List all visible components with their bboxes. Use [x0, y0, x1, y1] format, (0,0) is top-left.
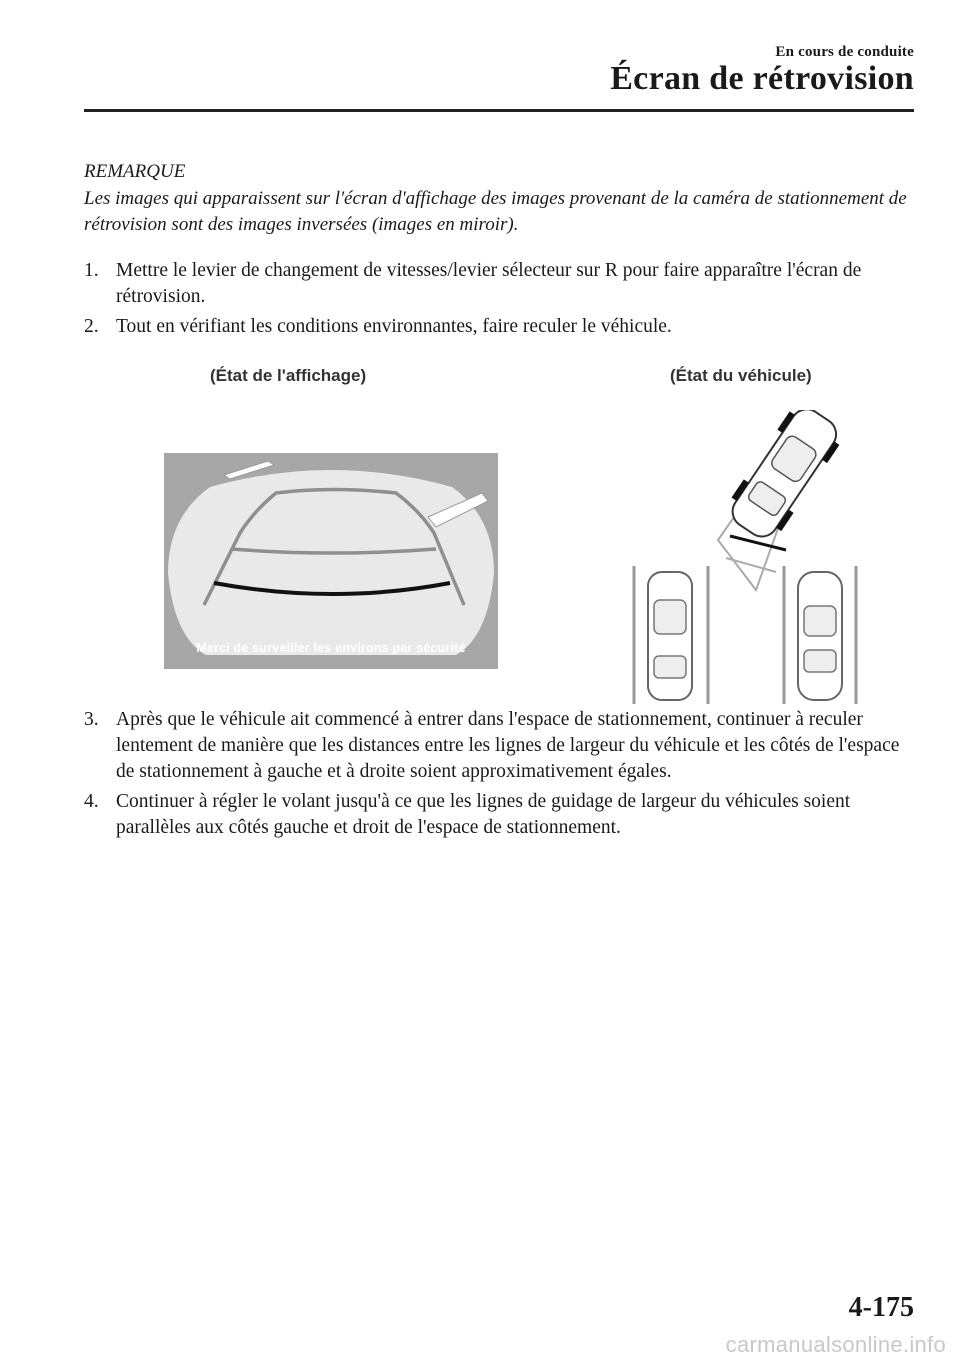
header-divider	[84, 109, 914, 112]
camera-view-graphic	[164, 453, 498, 669]
step-text: Après que le véhicule ait commencé à entrer dans l'espace de stationnement, continuer à reculer lentement de manière que les distances entre les lignes de largeur du véhicule et les côtés de l'espace de stationnement à gauche et à droite soient approximativement égales.	[116, 709, 900, 782]
list-item	[84, 314, 914, 340]
watermark-link[interactable]: carmanualsonline.info	[725, 1332, 946, 1357]
parked-car-right	[798, 572, 842, 700]
camera-screen-message: Merci de surveiller les environs par sécurité	[196, 641, 466, 655]
vehicle-state-label: (État du véhicule)	[670, 366, 812, 385]
list-item	[84, 789, 914, 841]
step-number: 1.	[84, 260, 99, 281]
display-state-label: (État de l'affichage)	[210, 366, 367, 385]
page-number: 4-175	[848, 1292, 914, 1323]
steps-list-second	[84, 707, 914, 845]
list-item	[84, 707, 914, 785]
parking-maneuver-graphic	[626, 410, 876, 710]
note-title: REMARQUE	[84, 161, 186, 182]
step-number: 4.	[84, 791, 99, 812]
note-text: Les images qui apparaissent sur l'écran d'affichage des images provenant de la caméra de stationnement de rétrovision sont des images inversées (images en miroir).	[84, 188, 907, 235]
step-text: Tout en vérifiant les conditions environnantes, faire reculer le véhicule.	[116, 316, 672, 337]
step-text: Continuer à régler le volant jusqu'à ce que les lignes de guidage de largeur du véhicules soient parallèles aux côtés gauche et droit de l'espace de stationnement.	[116, 791, 851, 838]
list-item	[84, 258, 914, 310]
rear-camera-screen	[164, 453, 498, 669]
step-text: Mettre le levier de changement de vitesses/levier sélecteur sur R pour faire apparaître l'écran de rétrovision.	[116, 260, 862, 307]
reversing-car	[721, 410, 847, 546]
step-number: 2.	[84, 316, 99, 337]
chapter-heading: En cours de conduite	[775, 44, 914, 60]
vehicle-state-diagram	[626, 410, 876, 710]
steps-list-first	[84, 258, 914, 344]
parked-car-left	[648, 572, 692, 700]
parking-illustration	[160, 360, 880, 710]
page-title: Écran de rétrovision	[610, 60, 914, 97]
note-box	[84, 160, 914, 238]
step-number: 3.	[84, 709, 99, 730]
